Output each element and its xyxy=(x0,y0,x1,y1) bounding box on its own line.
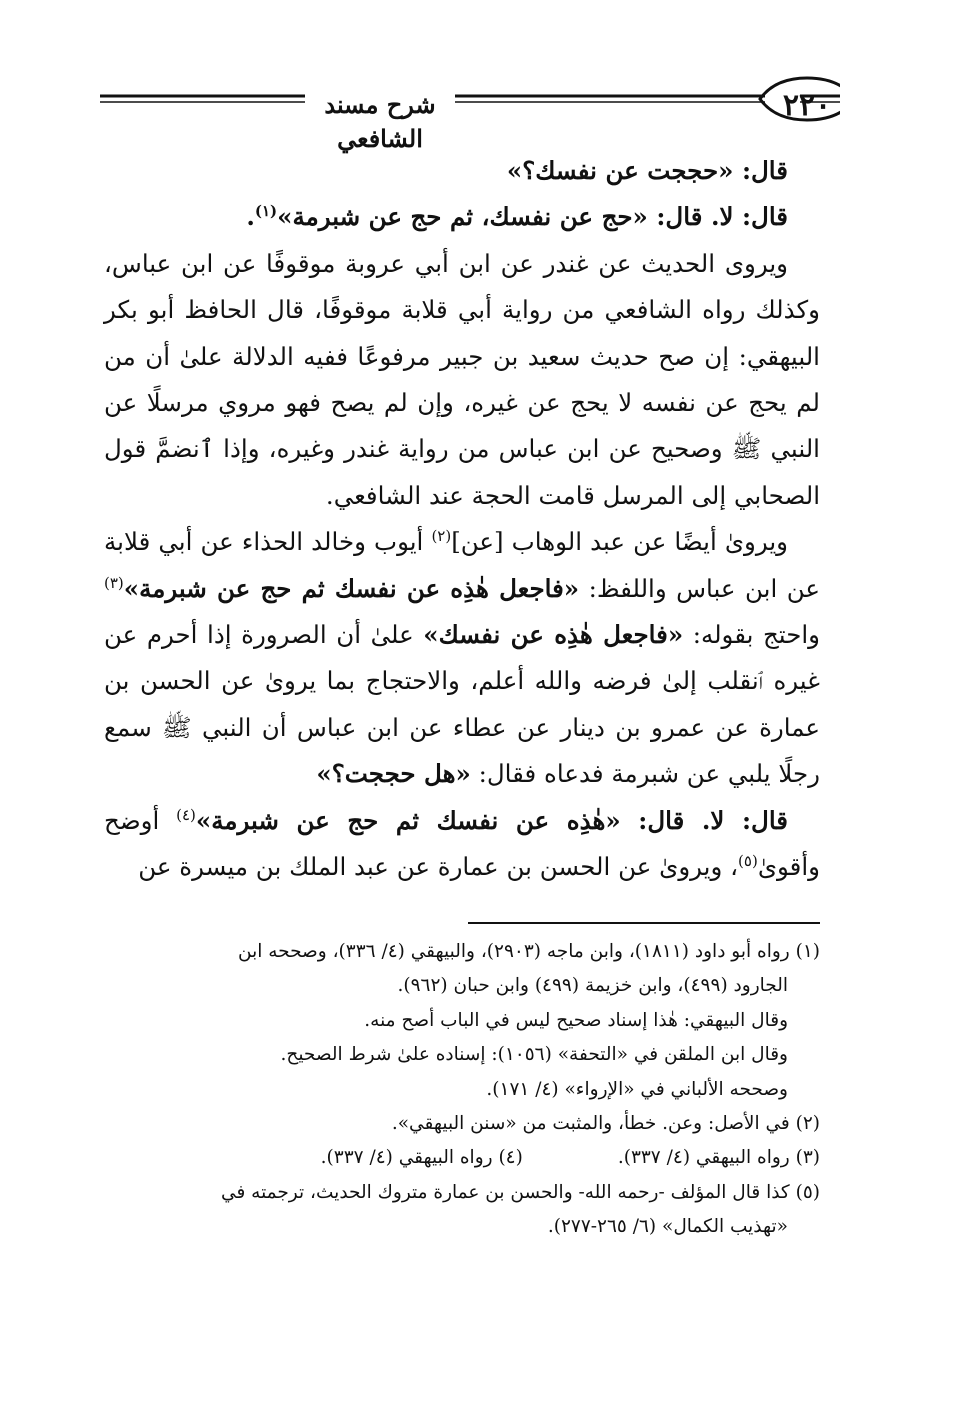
footnote-line: (١) رواه أبو داود (١٨١١)، وابن ماجه (٢٩٠٣)، والبيهقي (٤/ ٣٣٦)، وصححه ابن xyxy=(238,941,820,962)
footnote-ref: (١) xyxy=(254,202,278,221)
quote: «حججت عن نفسك؟» xyxy=(506,156,734,185)
text-run: أوضح وأقوىٰ xyxy=(104,805,820,882)
main-text xyxy=(104,148,820,891)
text-run: علىٰ أن الصرورة إذا أحرم عن غيره ٱنقلب إلىٰ فرضه والله أعلم، والاحتجاج بما يرویٰ عن الحسن بن عمارة عن عمرو بن دينار عن عطاء عن ابن عباس أن النبي ﷺ سمع رجلًا يلبي عن شبرمة فدعاه فقال: xyxy=(104,620,820,789)
text-run: واحتج بقوله: xyxy=(683,620,820,650)
text-run: قال: xyxy=(733,156,788,185)
footnote-4: (٤) رواه البيهقي (٤/ ٣٣٧). xyxy=(320,1147,523,1169)
paragraph xyxy=(104,798,820,891)
footnote-line: الجارود (٤٩٩)، وابن خزيمة (٤٩٩) وابن حبان (٩٦٢). xyxy=(397,975,788,997)
footnotes xyxy=(104,935,820,1245)
text-run: . xyxy=(246,202,255,232)
page-number: ٢٢٠ xyxy=(782,88,832,123)
footnote-3: (٣) رواه البيهقي (٤/ ٣٣٧). xyxy=(617,1147,820,1169)
footnote-line: «تهذيب الكمال» (٦/ ٢٦٥-٢٧٧). xyxy=(547,1216,788,1238)
footnote-ref: (٥) xyxy=(738,851,758,870)
paragraph xyxy=(104,148,820,194)
footnote-line: وصححه الألباني في «الإرواء» (٤/ ١٧١). xyxy=(486,1078,788,1100)
text-run: ويروىٰ أيضًا عن عبد الوهاب [عن] xyxy=(451,527,789,557)
footnote-ref: (٢) xyxy=(431,527,452,546)
text-run: قال: لا. قال: xyxy=(647,202,788,232)
footnote-ref: (٣) xyxy=(104,573,124,592)
paragraph xyxy=(104,194,820,240)
paragraph: ويروى الحديث عن غندر عن ابن أبي عروبة موقوفًا عن ابن عباس، وكذلك رواه الشافعي من رواية أبي قلابة موقوفًا، قال الحافظ أبو بكر البيهقي: إن صح حديث سعيد بن جبير مرفوعًا ففيه الدلالة علىٰ أن من لم يحج عن نفسه لا يحج عن غيره، وإن لم يصح فهو مروي مرسلًا عن النبي ﷺ وصحيح عن ابن عباس من رواية غندر وغيره، وإذا ٱنضمَّ قول الصحابي إلى المرسل قامت الحجة عند الشافعي. xyxy=(104,248,820,510)
footnote-ref: (٤) xyxy=(176,805,196,824)
text-run: أيوب وخالد الحذاء عن أبي قلابة عن ابن عباس واللفظ: xyxy=(104,527,820,603)
page-header xyxy=(100,70,840,153)
footnote-line: وقال البيهقي: هٰذا إسناد صحيح ليس في الباب أصح منه. xyxy=(364,1009,788,1031)
footnote-divider xyxy=(468,922,820,924)
quote: «هل حججت؟» xyxy=(316,759,471,789)
quote: «فاجعل هٰذِه عن نفسك» xyxy=(423,620,684,650)
footnote-line xyxy=(104,1141,820,1175)
quote: «فاجعل هٰذِه عن نفسك ثم حج عن شبرمة» xyxy=(123,573,580,603)
header-ornament xyxy=(100,70,840,130)
quote: «هٰذِه عن نفسك ثم حج عن شبرمة» xyxy=(195,805,621,835)
text-run: قال: لا. قال: xyxy=(620,805,788,835)
paragraph xyxy=(104,519,820,797)
quote: «حج عن نفسك، ثم حج عن شبرمة» xyxy=(277,202,648,232)
footnote-line: (٢) في الأصل: وعن. خطأ، والمثبت من «سنن البيهقي». xyxy=(391,1113,820,1135)
running-title: شرح مسند الشافعي xyxy=(305,88,455,156)
footnote-line: (٥) كذا قال المؤلف -رحمه الله- والحسن بن عمارة متروك الحديث، ترجمته في xyxy=(221,1181,820,1203)
footnote-line: وقال ابن الملقن في «التحفة» (١٠٥٦): إسناده علىٰ شرط الصحيح. xyxy=(280,1044,788,1066)
text-run: ، ويروىٰ عن الحسن بن عمارة عن عبد الملك بن ميسرة عن xyxy=(138,852,739,882)
